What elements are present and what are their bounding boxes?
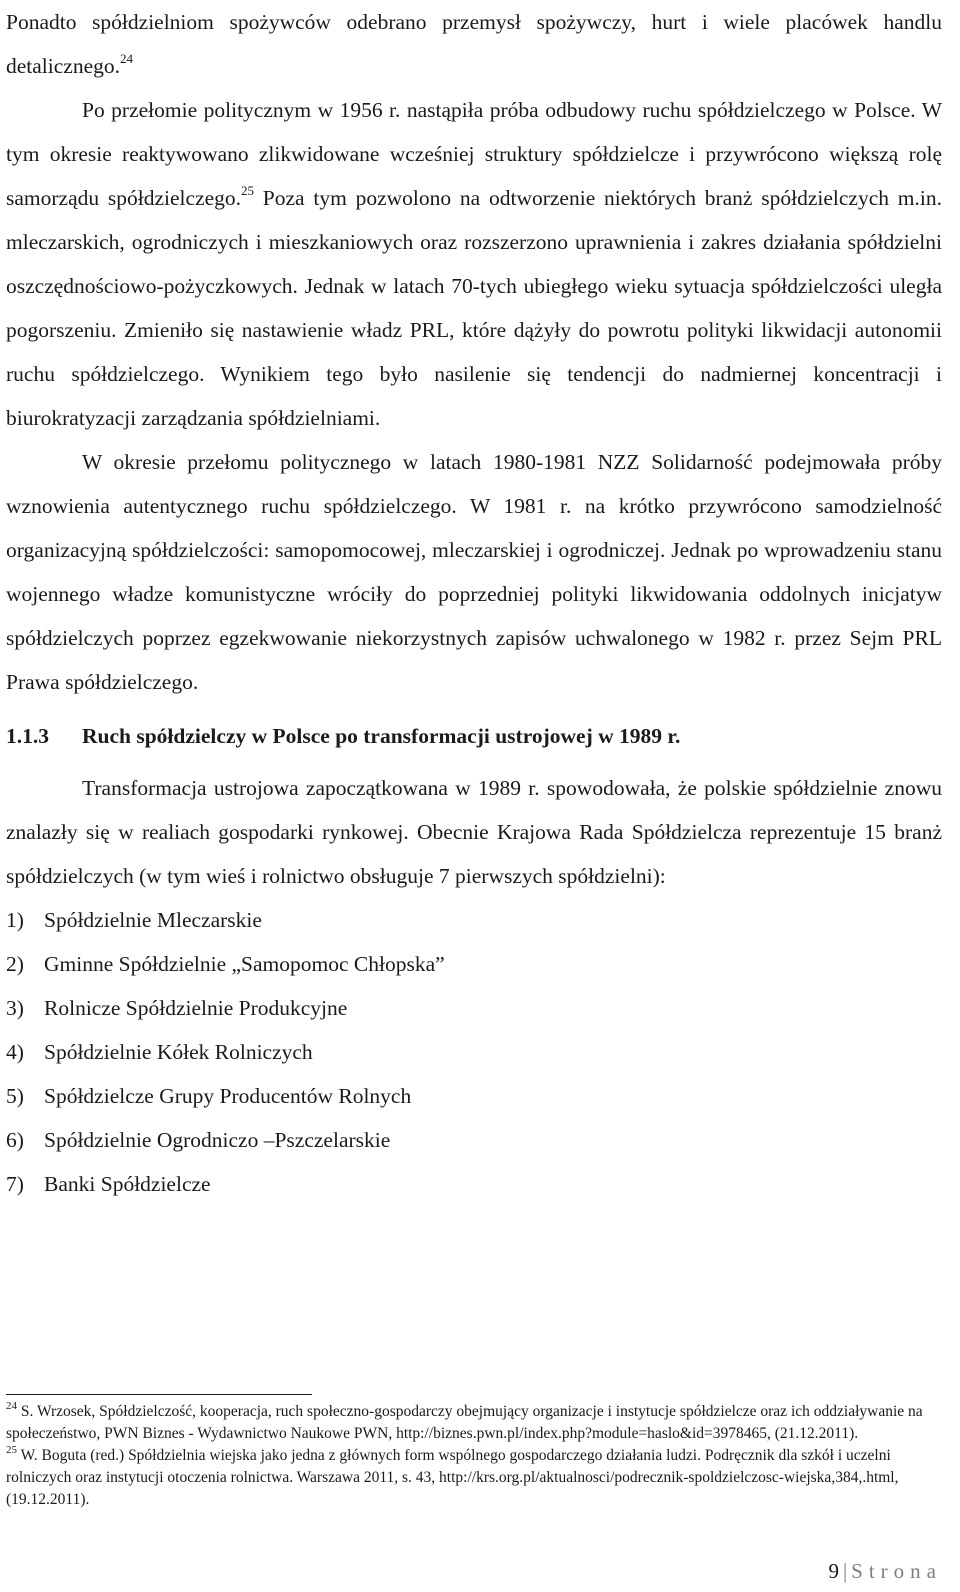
footnote-ref-24[interactable]: 24 xyxy=(120,50,134,66)
list-item: 7) Banki Spółdzielcze xyxy=(6,1172,211,1196)
list-item: 2) Gminne Spółdzielnie „Samopomoc Chłopska” xyxy=(6,952,445,976)
page-number-digit: 9 xyxy=(828,1559,839,1583)
footnote-ref-25[interactable]: 25 xyxy=(241,182,255,198)
section-heading xyxy=(6,714,942,758)
footnote-25: $^{25}$ W. Boguta (red.) Spółdzielnia wiejska jako jedna z głównych form wspólnego gospodarczego działania ludzi. Podręcznik dla szkół i uczelni rolniczych oraz instytucji otoczenia rolnictwa. Warszawa 2011, s. 43, http://krs.org.pl/aktualnosci/podrecznik-spoldzielczosc-wiejska,384,.html, (19.12.2011). xyxy=(6,1443,899,1508)
list-item: 3) Rolnicze Spółdzielnie Produkcyjne xyxy=(6,996,348,1020)
paragraph-transformation: Transformacja ustrojowa zapoczątkowana w 1989 r. spowodowała, że polskie spółdzielnie znowu znalazły się w realiach gospodarki rynkowej. Obecnie Krajowa Rada Spółdzielcza reprezentuje 15 branż spółdzielczych (w tym wieś i rolnictwo obsługuje 7 pierwszych spółdzielni): xyxy=(6,776,942,888)
footnote-24: $^{24}$ S. Wrzosek, Spółdzielczość, kooperacja, ruch społeczno-gospodarczy obejmujący organizacje i instytucje spółdzielcze oraz ich oddziaływanie na społeczeństwo, PWN Biznes - Wydawnictwo Naukowe PWN, http://biznes.pwn.pl/index.php?module=haslo&id=3978465, (21.12.2011). xyxy=(6,1399,923,1442)
document-page xyxy=(6,0,942,1592)
list-item: 5) Spółdzielcze Grupy Producentów Rolnych xyxy=(6,1084,412,1108)
page-number xyxy=(828,1556,942,1586)
footnotes xyxy=(6,1394,942,1511)
page-number-separator: | xyxy=(842,1559,848,1583)
paragraph-solidarity-period: W okresie przełomu politycznego w latach 1980-1981 NZZ Solidarność podejmowała próby wznowienia autentycznego ruchu spółdzielczego. W 1981 r. na krótko przywrócono samodzielność organizacyjną spółdzielczości: samopomocowej, mleczarskiej i ogrodniczej. Jednak po wprowadzeniu stanu wojennego władze komunistyczne wróciły do poprzedniej polityki likwidowania oddolnych inicjatyw spółdzielczych poprzez egzekwowanie niekorzystnych zapisów uchwalonego w 1982 r. przez Sejm PRL Prawa spółdzielczego. xyxy=(6,450,942,694)
footnote-divider xyxy=(6,1394,312,1395)
list-item: 4) Spółdzielnie Kółek Rolniczych xyxy=(6,1040,313,1064)
paragraph-food-industry: Ponadto spółdzielniom spożywców odebrano przemysł spożywczy, hurt i wiele placówek handlu detalicznego.$^{24}$ xyxy=(6,10,942,78)
cooperative-branches-list xyxy=(6,898,942,1206)
list-item: 1) Spółdzielnie Mleczarskie xyxy=(6,908,262,932)
section-number: 1.1.3 xyxy=(6,724,49,748)
page-number-word: Strona xyxy=(851,1559,942,1583)
section-title: Ruch spółdzielczy w Polsce po transformacji ustrojowej w 1989 r. xyxy=(82,724,681,748)
list-item: 6) Spółdzielnie Ogrodniczo –Pszczelarskie xyxy=(6,1128,391,1152)
paragraph-1956-reform: Po przełomie politycznym w 1956 r. nastąpiła próba odbudowy ruchu spółdzielczego w Polsce. W tym okresie reaktywowano zlikwidowane wcześniej struktury spółdzielcze i przywrócono większą rolę samorządu spółdzielczego.$^{25}$ Poza tym pozwolono na odtworzenie niektórych branż spółdzielczych m.in. mleczarskich, ogrodniczych i mieszkaniowych oraz rozszerzono uprawnienia i zakres działania spółdzielni oszczędnościowo-pożyczkowych. Jednak w latach 70-tych ubiegłego wieku sytuacja spółdzielczości uległa pogorszeniu. Zmieniło się nastawienie władz PRL, które dążyły do powrotu polityki likwidacji autonomii ruchu spółdzielczego. Wynikiem tego było nasilenie się tendencji do nadmiernej koncentracji i biurokratyzacji zarządzania spółdzielniami. xyxy=(6,98,942,430)
